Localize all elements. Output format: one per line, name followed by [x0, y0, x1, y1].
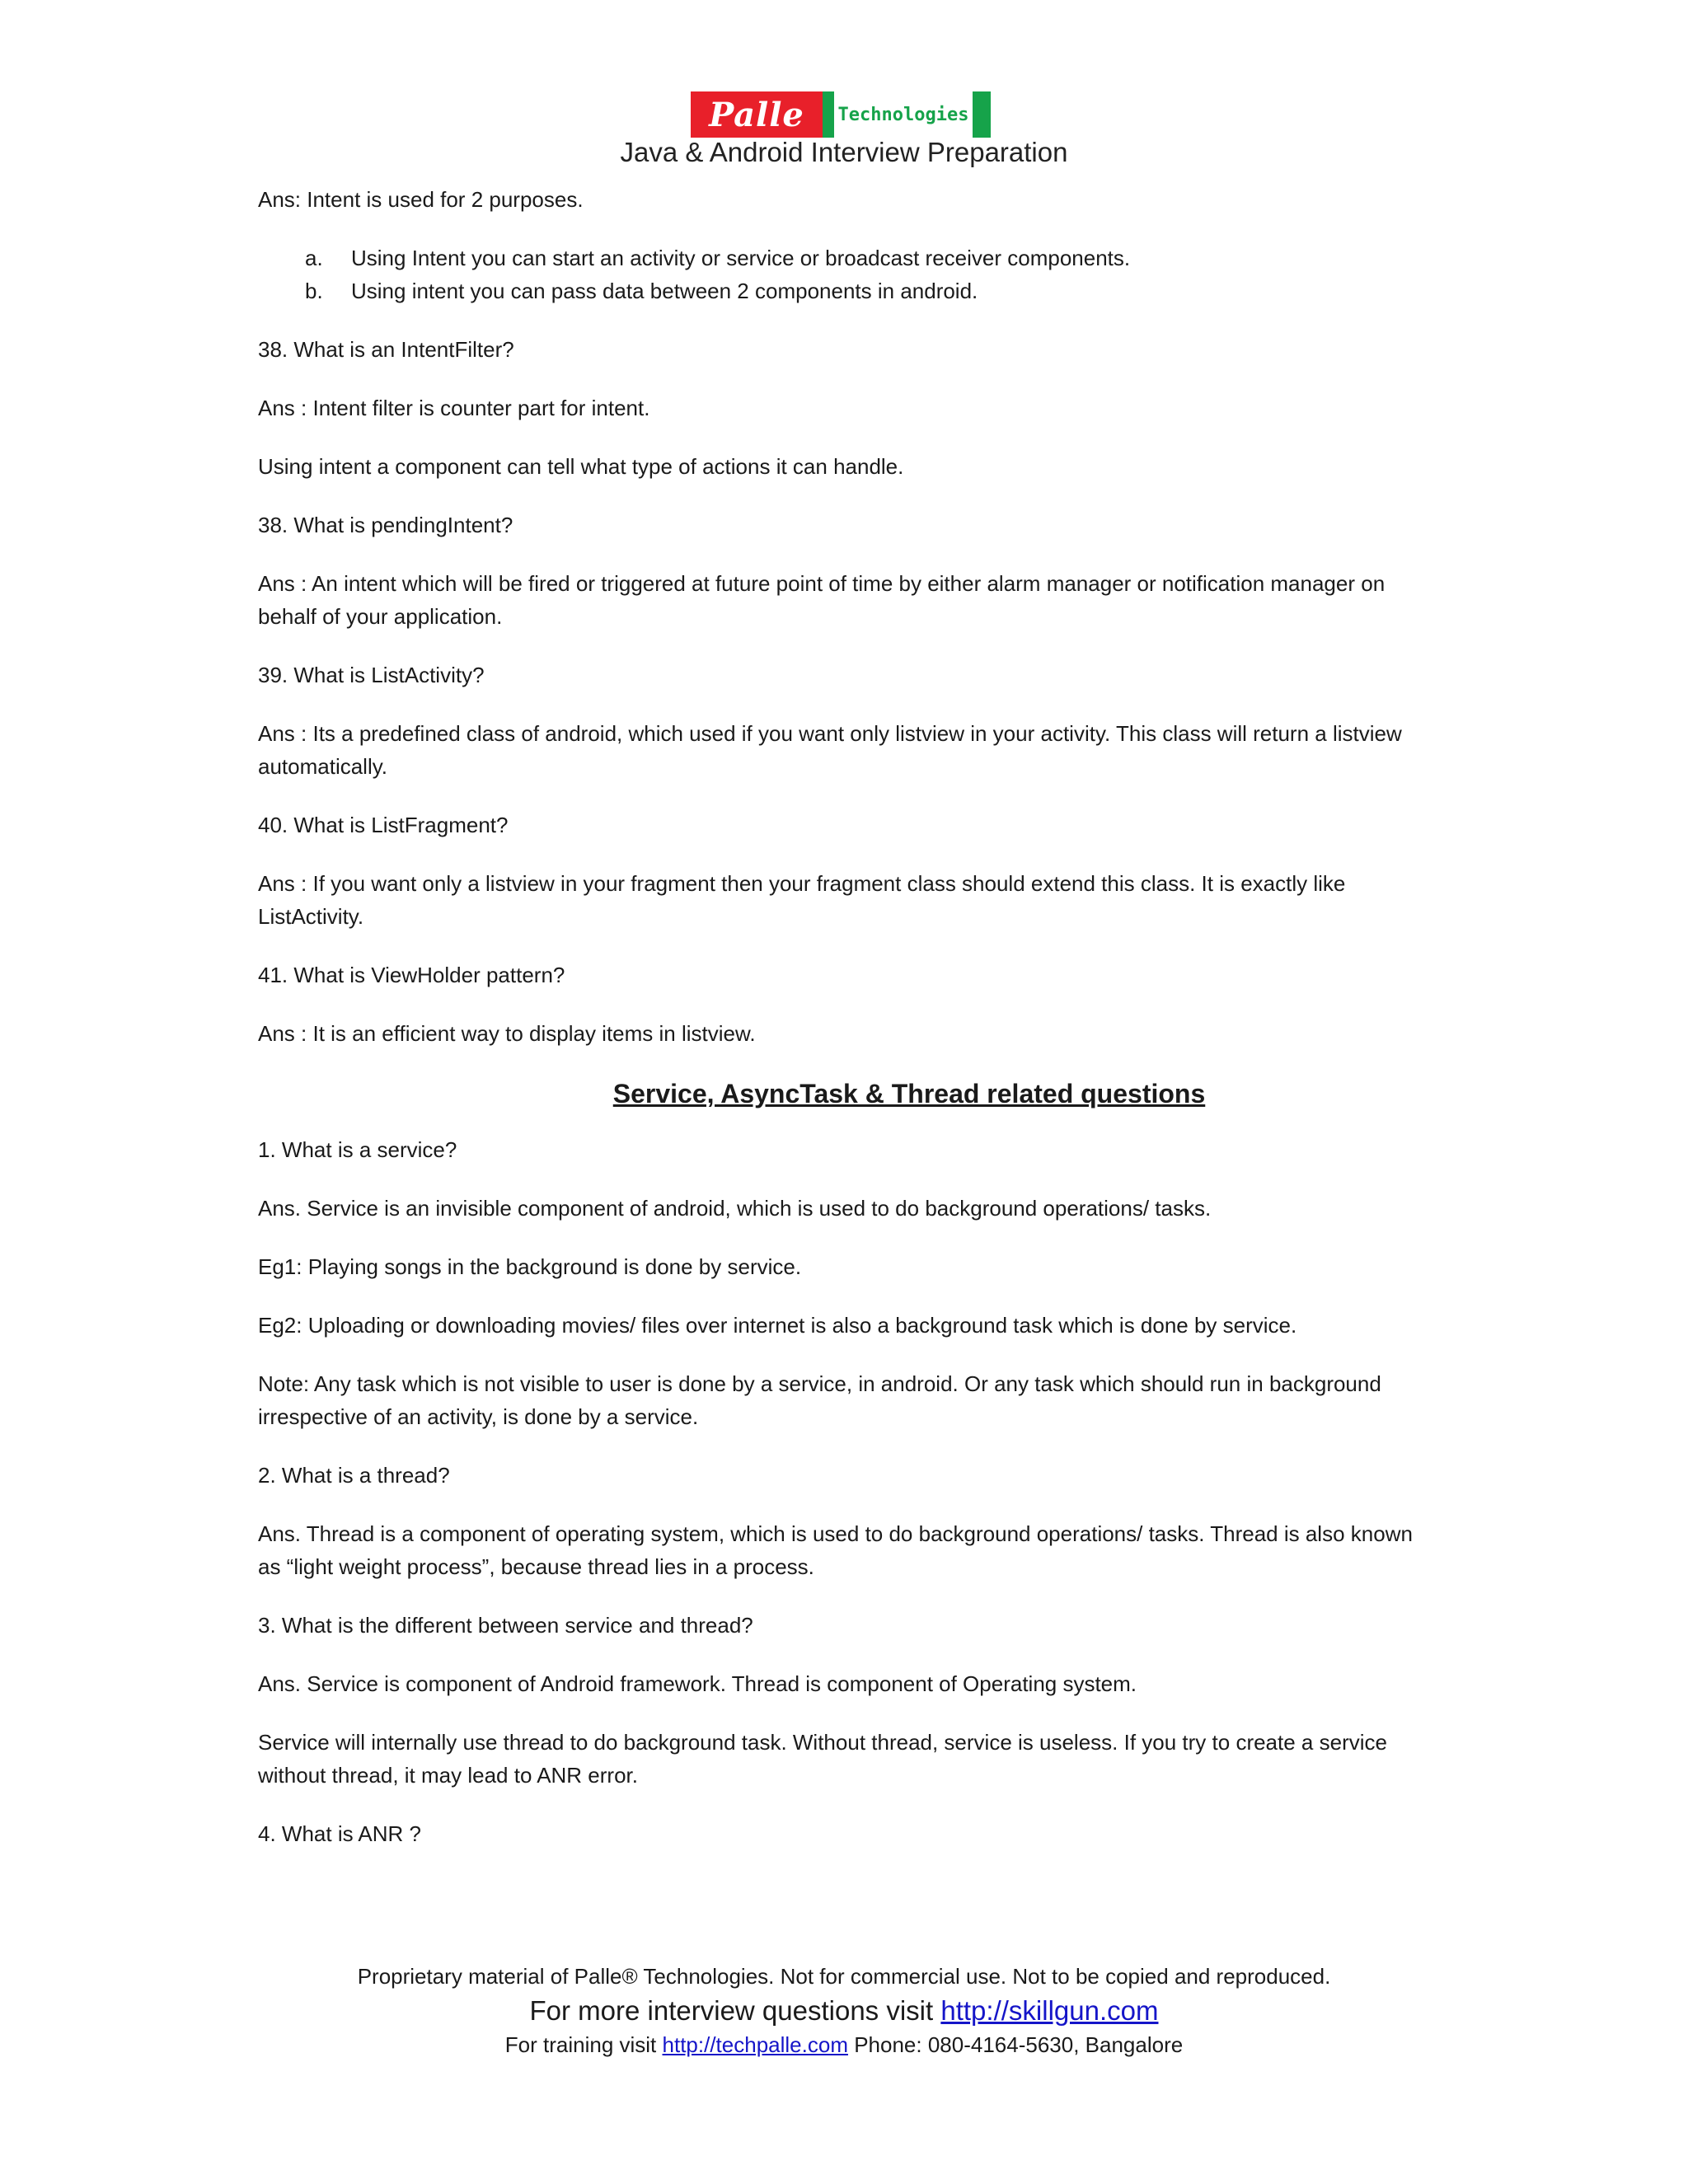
question-text: 4. What is ANR ? — [258, 1821, 421, 1846]
page-header-title: Java & Android Interview Preparation — [620, 137, 1068, 167]
note-text: Note: Any task which is not visible to user is done by a service, in android. Or any task which should run in background irrespective of an activity, is done by a service. — [258, 1371, 1381, 1429]
logo-stripe-end — [973, 91, 991, 138]
example-text: Eg1: Playing songs in the background is done by service. — [258, 1254, 802, 1279]
list-marker: a. — [305, 246, 323, 270]
footer-disclaimer: Proprietary material of Palle® Technologies. Not for commercial use. Not to be copied and reproduced. — [357, 1964, 1331, 1989]
list-item-text: Using Intent you can start an activity or service or broadcast receiver components. — [351, 246, 1131, 270]
list-marker: b. — [305, 279, 323, 303]
question-text: 38. What is an IntentFilter? — [258, 337, 514, 362]
techpalle-link[interactable]: http://techpalle.com — [662, 2032, 848, 2057]
logo-suffix: Technologies — [834, 91, 973, 138]
answer-text: Ans. Service is an invisible component of android, which is used to do background operations/ tasks. — [258, 1196, 1212, 1221]
answer-text: Using intent a component can tell what type of actions it can handle. — [258, 454, 904, 479]
question-text: 3. What is the different between service and thread? — [258, 1613, 753, 1638]
answer-text: Ans : It is an efficient way to display items in listview. — [258, 1021, 756, 1046]
footer-phone: Phone: 080-4164-5630, Bangalore — [847, 2032, 1184, 2057]
logo-brand: Palle — [691, 91, 823, 138]
logo-stripe — [823, 91, 834, 138]
list-item — [258, 241, 1428, 274]
answer-text: Ans: Intent is used for 2 purposes. — [258, 187, 584, 212]
footer-training-label: For training visit — [504, 2032, 663, 2057]
question-text: 1. What is a service? — [258, 1137, 457, 1162]
question-text: 39. What is ListActivity? — [258, 663, 485, 687]
example-text: Eg2: Uploading or downloading movies/ files over internet is also a background task which is done by service. — [258, 1313, 1297, 1338]
answer-text: Ans : Intent filter is counter part for intent. — [258, 396, 650, 420]
footer-more-label: For more interview questions visit — [529, 1995, 941, 2026]
list-item — [258, 274, 1428, 307]
section-heading: Service, AsyncTask & Thread related questions — [612, 1079, 1206, 1108]
company-logo — [691, 91, 991, 138]
footer-training — [0, 2029, 1688, 2060]
answer-text: Ans : If you want only a listview in your fragment then your fragment class should extend this class. It is exactly like ListActivity. — [258, 871, 1346, 929]
answer-text: Service will internally use thread to do background task. Without thread, service is useless. If you try to create a service without thread, it may lead to ANR error. — [258, 1730, 1387, 1788]
answer-text: Ans. Service is component of Android framework. Thread is component of Operating system. — [258, 1671, 1137, 1696]
document-body — [258, 183, 1428, 1876]
answer-text: Ans : An intent which will be fired or triggered at future point of time by either alarm manager or notification manager on behalf of your application. — [258, 571, 1386, 629]
question-text: 38. What is pendingIntent? — [258, 513, 513, 537]
list-item-text: Using intent you can pass data between 2 components in android. — [351, 279, 978, 303]
question-text: 40. What is ListFragment? — [258, 813, 509, 837]
page-footer — [0, 1960, 1688, 2060]
skillgun-link[interactable]: http://skillgun.com — [940, 1995, 1159, 2026]
footer-more-questions — [0, 1993, 1688, 2029]
answer-text: Ans : Its a predefined class of android, which used if you want only listview in your activity. This class will return a listview automatically. — [258, 721, 1402, 779]
purpose-list — [258, 241, 1428, 307]
question-text: 41. What is ViewHolder pattern? — [258, 963, 565, 987]
question-text: 2. What is a thread? — [258, 1463, 450, 1488]
answer-text: Ans. Thread is a component of operating system, which is used to do background operations/ tasks. Thread is also known as “light weight process”, because thread lies in a process. — [258, 1521, 1413, 1579]
